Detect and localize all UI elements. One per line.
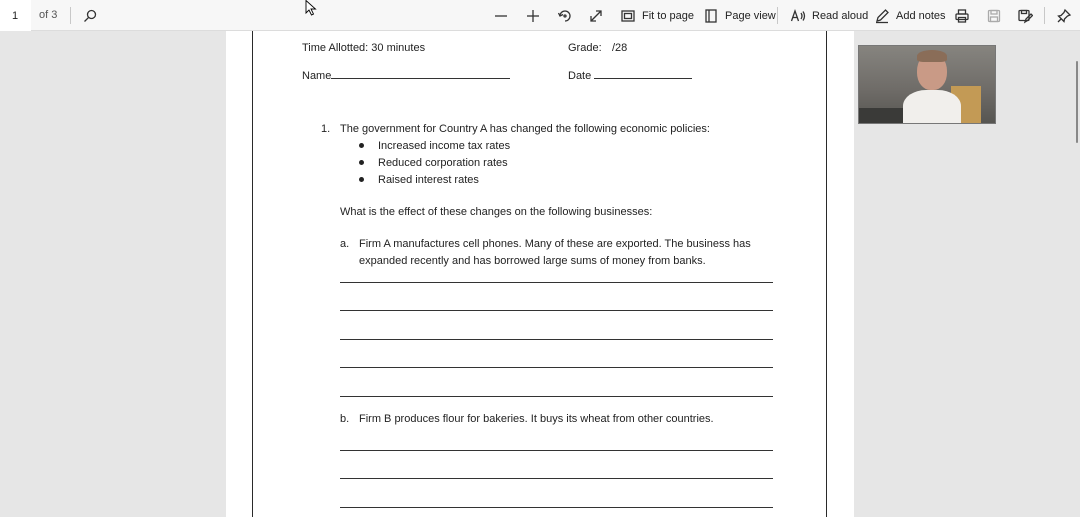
read-aloud-label: Read aloud (812, 9, 869, 22)
video-shelf (859, 108, 909, 124)
page-view-button[interactable] (703, 0, 776, 31)
scrollbar-thumb[interactable] (1076, 61, 1078, 143)
read-aloud-button[interactable] (790, 0, 868, 31)
zoom-in-button[interactable] (525, 0, 541, 31)
fit-to-page-button[interactable] (620, 0, 694, 31)
webcam-video-overlay[interactable] (858, 45, 996, 124)
question-prompt: What is the effect of these changes on the following businesses: (340, 206, 653, 218)
add-notes-button[interactable] (874, 0, 946, 31)
part-b-text: Firm B produces flour for bakeries. It buys its wheat from other countries. (359, 413, 714, 425)
grade-label: Grade: (568, 42, 602, 54)
answer-line (340, 339, 773, 340)
print-icon (954, 8, 970, 24)
part-a-text-line2: expanded recently and has borrowed large sums of money from banks. (359, 255, 706, 267)
answer-line (340, 310, 773, 311)
answer-line (340, 367, 773, 368)
document-page (226, 31, 854, 517)
rotate-icon (557, 8, 573, 24)
answer-line (340, 450, 773, 451)
toolbar-divider (1044, 7, 1045, 24)
name-blank (331, 68, 510, 79)
grade-value: /28 (612, 42, 628, 54)
add-notes-label: Add notes (896, 9, 946, 22)
rotate-button[interactable] (557, 0, 573, 31)
page-view-icon (703, 8, 719, 24)
page-view-label: Page view (725, 9, 776, 22)
part-b-letter: b. (340, 413, 350, 425)
save-icon (986, 8, 1002, 24)
question-text: The government for Country A has changed the following economic policies: (340, 123, 710, 135)
bullet-dot (359, 143, 364, 148)
date-label (568, 68, 692, 83)
bullet-dot (359, 160, 364, 165)
minus-icon (493, 8, 509, 24)
save-as-button[interactable] (1017, 0, 1033, 31)
expand-icon (588, 8, 604, 24)
answer-line (340, 507, 773, 508)
toolbar-divider (70, 7, 71, 24)
page-number-input[interactable] (0, 0, 31, 31)
bullet-item: Reduced corporation rates (378, 157, 508, 169)
plus-icon (525, 8, 541, 24)
save-as-icon (1017, 8, 1033, 24)
pin-toolbar-button[interactable] (1056, 0, 1072, 31)
date-blank (594, 68, 692, 79)
toolbar-divider (777, 7, 778, 24)
pin-icon (1056, 8, 1072, 24)
print-button[interactable] (954, 0, 970, 31)
name-label (302, 68, 510, 83)
date-label-text: Date (568, 70, 592, 82)
zoom-out-button[interactable] (493, 0, 509, 31)
read-aloud-icon (790, 8, 806, 24)
fullscreen-button[interactable] (588, 0, 604, 31)
question-number: 1. (321, 123, 331, 135)
video-person-body (903, 90, 961, 124)
part-a-text-line1: Firm A manufactures cell phones. Many of these are exported. The business has (359, 238, 751, 250)
name-label-text: Name (302, 70, 332, 82)
answer-line (340, 282, 773, 283)
mouse-cursor-icon (305, 0, 317, 16)
save-button[interactable] (986, 0, 1002, 31)
time-allotted: Time Allotted: 30 minutes (302, 42, 426, 54)
pen-icon (874, 8, 890, 24)
search-button[interactable] (82, 0, 98, 31)
pdf-toolbar (0, 0, 1080, 31)
part-a-letter: a. (340, 238, 350, 250)
video-person-hair (917, 50, 947, 62)
page-frame-left (252, 31, 253, 517)
answer-line (340, 478, 773, 479)
bullet-item: Increased income tax rates (378, 140, 511, 152)
page-total: of 3 (39, 9, 58, 21)
page-frame-right (826, 31, 827, 517)
fit-to-page-label: Fit to page (642, 9, 694, 22)
bullet-dot (359, 177, 364, 182)
bullet-item: Raised interest rates (378, 174, 479, 186)
vertical-scrollbar[interactable] (1073, 31, 1080, 517)
search-icon (82, 8, 98, 24)
fit-page-icon (620, 8, 636, 24)
answer-line (340, 396, 773, 397)
